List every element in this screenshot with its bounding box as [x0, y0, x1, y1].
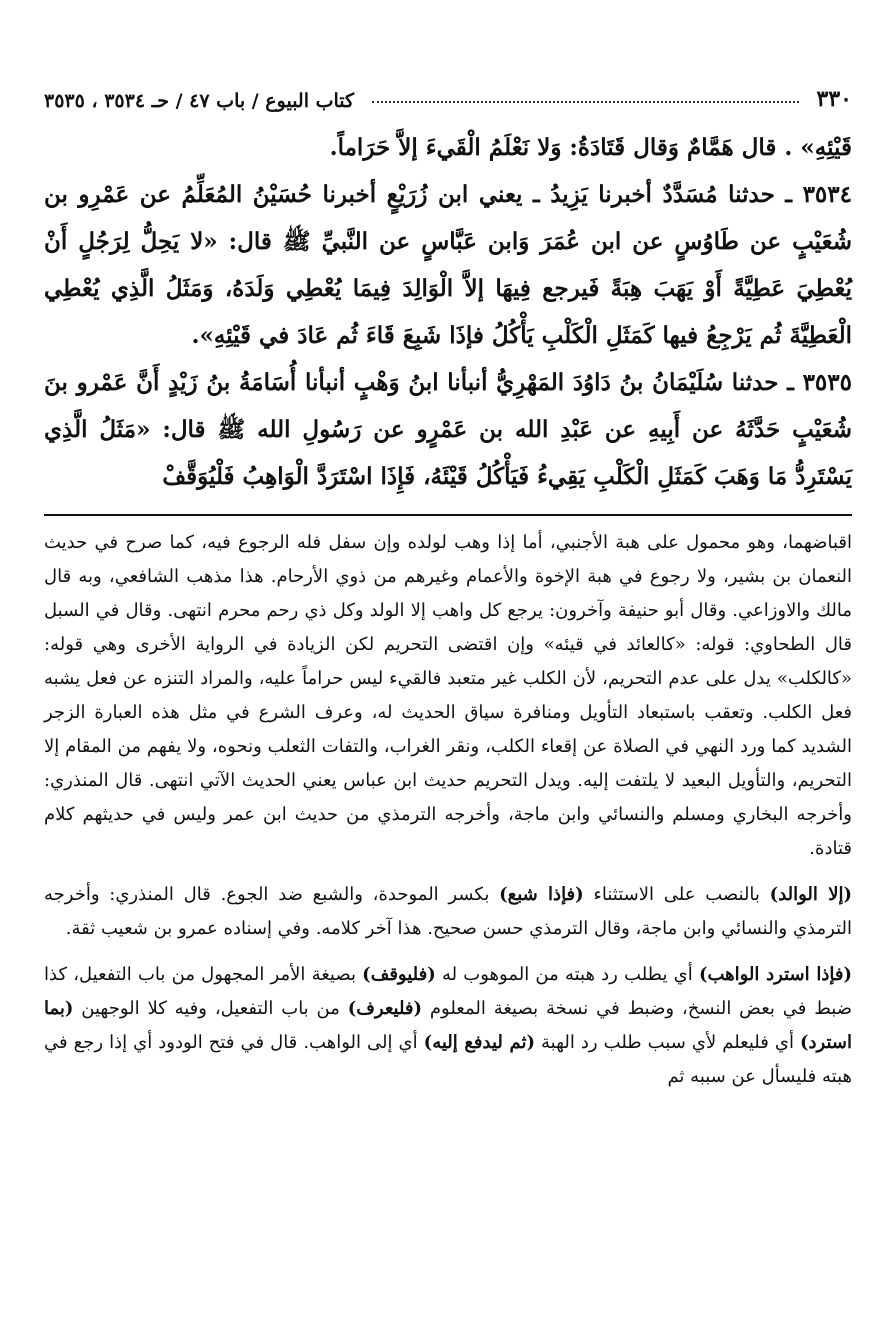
- commentary-text: بالنصب على الاستثناء: [583, 884, 770, 905]
- page-header: [44, 76, 852, 112]
- hadith-continuation: قَيْئِهِ» . قال هَمَّامٌ وَقال قَتَادَةُ: وَلا نَعْلَمُ الْقَيءَ إلاَّ حَرَاماً.: [329, 134, 852, 161]
- hadith-body: ـ حدثنا سُلَيْمَانُ بنُ دَاوُدَ المَهْرِيُّ أنبأنا ابنُ وَهْبٍ أنبأنا أُسَامَةُ بنُ زَيْدٍ أَنَّ عَمْرو بنَ شُعَيْبٍ حَدَّثَهُ عن أَبِيهِ عن عَبْدِ الله بن عَمْرٍو عن رَسُولِ الله ﷺ قال: «مَثَلُ الَّذِي يَسْتَرِدُّ مَا وَهَبَ كَمَثَلِ الْكَلْبِ يَقِيءُ فَيَأْكُلُ قَيْئَهُ، فَإِذَا اسْتَرَدَّ الْوَاهِبُ فَلْيُوَقَّفْ: [44, 369, 852, 490]
- commentary-paragraph: [44, 958, 852, 1094]
- commentary-text: بصيغة الأمر المجهول من باب التفعيل، كذا ضبط في بعض النسخ، وضبط في نسخة بصيغة المعلوم: [44, 964, 852, 1019]
- commentary-term: (فليوقف): [362, 964, 436, 985]
- commentary-term: (بما استرد): [44, 998, 852, 1053]
- commentary-paragraph: اقباضهما، وهو محمول على هبة الأجنبي، أما إذا وهب لولده وإن سفل فله الرجوع فيه، كما صرح في حديث النعمان بن بشير، ولا رجوع في هبة الإخوة والأعمام وغيرهم من ذوي الأرحام. هذا مذهب الشافعي، وبه قال مالك والاوزاعي. وقال أبو حنيفة وآخرون: يرجع كل واهب إلا الولد وكل ذي رحم محرم انتهى. وقال في السبل قال الطحاوي: قوله: «كالعائد في قيئه» وإن اقتضى التحريم لكن الزيادة في الرواية الأخرى وهي قوله: «كالكلب» يدل على عدم التحريم، لأن الكلب غير متعبد فالقيء ليس حراماً عليه، والمراد التنزه عن فعل يشبه فعل الكلب. وتعقب باستبعاد التأويل ومنافرة سياق الحديث له، وعرف الشرع في مثل هذه العبارة الزجر الشديد كما ورد النهي في الصلاة عن إقعاء الكلب، ونقر الغراب، والتفات الثعلب ونحوه، ولا يفهم من المقام إلا التحريم، والتأويل البعيد لا يلتفت إليه. ويدل التحريم حديث ابن عباس يعني الحديث الآتي انتهى. قال المنذري: وأخرجه البخاري ومسلم والنسائي وابن ماجة، وأخرجه الترمذي من حديث ابن عمر وليس في حديثهم كلام قتادة.: [44, 532, 853, 859]
- hadith-text: [44, 124, 852, 500]
- hadith-number: ٣٥٣٥: [802, 369, 852, 396]
- commentary-term: (فإذا استرد الواهب): [698, 964, 852, 985]
- hadith-body: ـ حدثنا مُسَدَّدٌ أخبرنا يَزِيدُ ـ يعني ابن زُرَيْعٍ أخبرنا حُسَيْنُ المُعَلِّمُ عن عَمْرِو بن شُعَيْبٍ عن طَاوُسٍ عن ابن عُمَرَ وَابن عَبَّاسٍ عن النَّبيِّ ﷺ قال: «لا يَحِلُّ لِرَجُلٍ أَنْ يُعْطِيَ عَطِيَّةً أَوْ يَهَبَ هِبَةً فَيرجع فِيهَا إلاَّ الْوَالِدَ فِيمَا يُعْطِي وَلَدَهُ، وَمَثَلُ الَّذِي يُعْطِي الْعَطِيَّةَ ثُم يَرْجِعُ فيها كَمَثَلِ الْكَلْبِ يَأْكُلُ فإذَا شَبِعَ قَاءَ ثُم عَادَ في قَيْئِهِ».: [44, 181, 852, 349]
- running-title: كتاب البيوع / باب ٤٧ / حـ ٣٥٣٤ ، ٣٥٣٥: [44, 90, 355, 112]
- commentary-text: من باب التفعيل، وفيه كلا الوجهين: [73, 998, 348, 1019]
- commentary-term: (ثم ليدفع إليه): [423, 1032, 535, 1053]
- commentary-text: أي إلى الواهب. قال في فتح الودود أي إذا رجع في هبته فليسأل عن سببه ثم: [44, 1032, 852, 1087]
- header-dotted-leader: [372, 101, 798, 103]
- commentary-text: أي يطلب رد هبته من الموهوب له: [435, 964, 699, 985]
- commentary-term: (فإذا شبع): [499, 884, 584, 905]
- separator-rule: [44, 514, 852, 516]
- commentary-text: بكسر الموحدة، والشبع ضد الجوع. قال المنذري: وأخرجه الترمذي والنسائي وابن ماجة، وقال الترمذي حسن صحيح. هذا آخر كلامه. وفي إسناده عمرو بن شعيب ثقة.: [44, 884, 852, 939]
- hadith-number: ٣٥٣٤: [802, 181, 852, 208]
- hadith-3535: [44, 359, 852, 500]
- commentary: [44, 526, 852, 1094]
- page-number: ٣٣٠: [816, 86, 852, 112]
- hadith-3534: [44, 171, 852, 359]
- commentary-text: أي فليعلم لأي سبب طلب رد الهبة: [534, 1032, 801, 1053]
- commentary-term: (إلا الوالد): [769, 884, 852, 905]
- commentary-paragraph: [44, 878, 852, 946]
- commentary-term: (فليعرف): [347, 998, 423, 1019]
